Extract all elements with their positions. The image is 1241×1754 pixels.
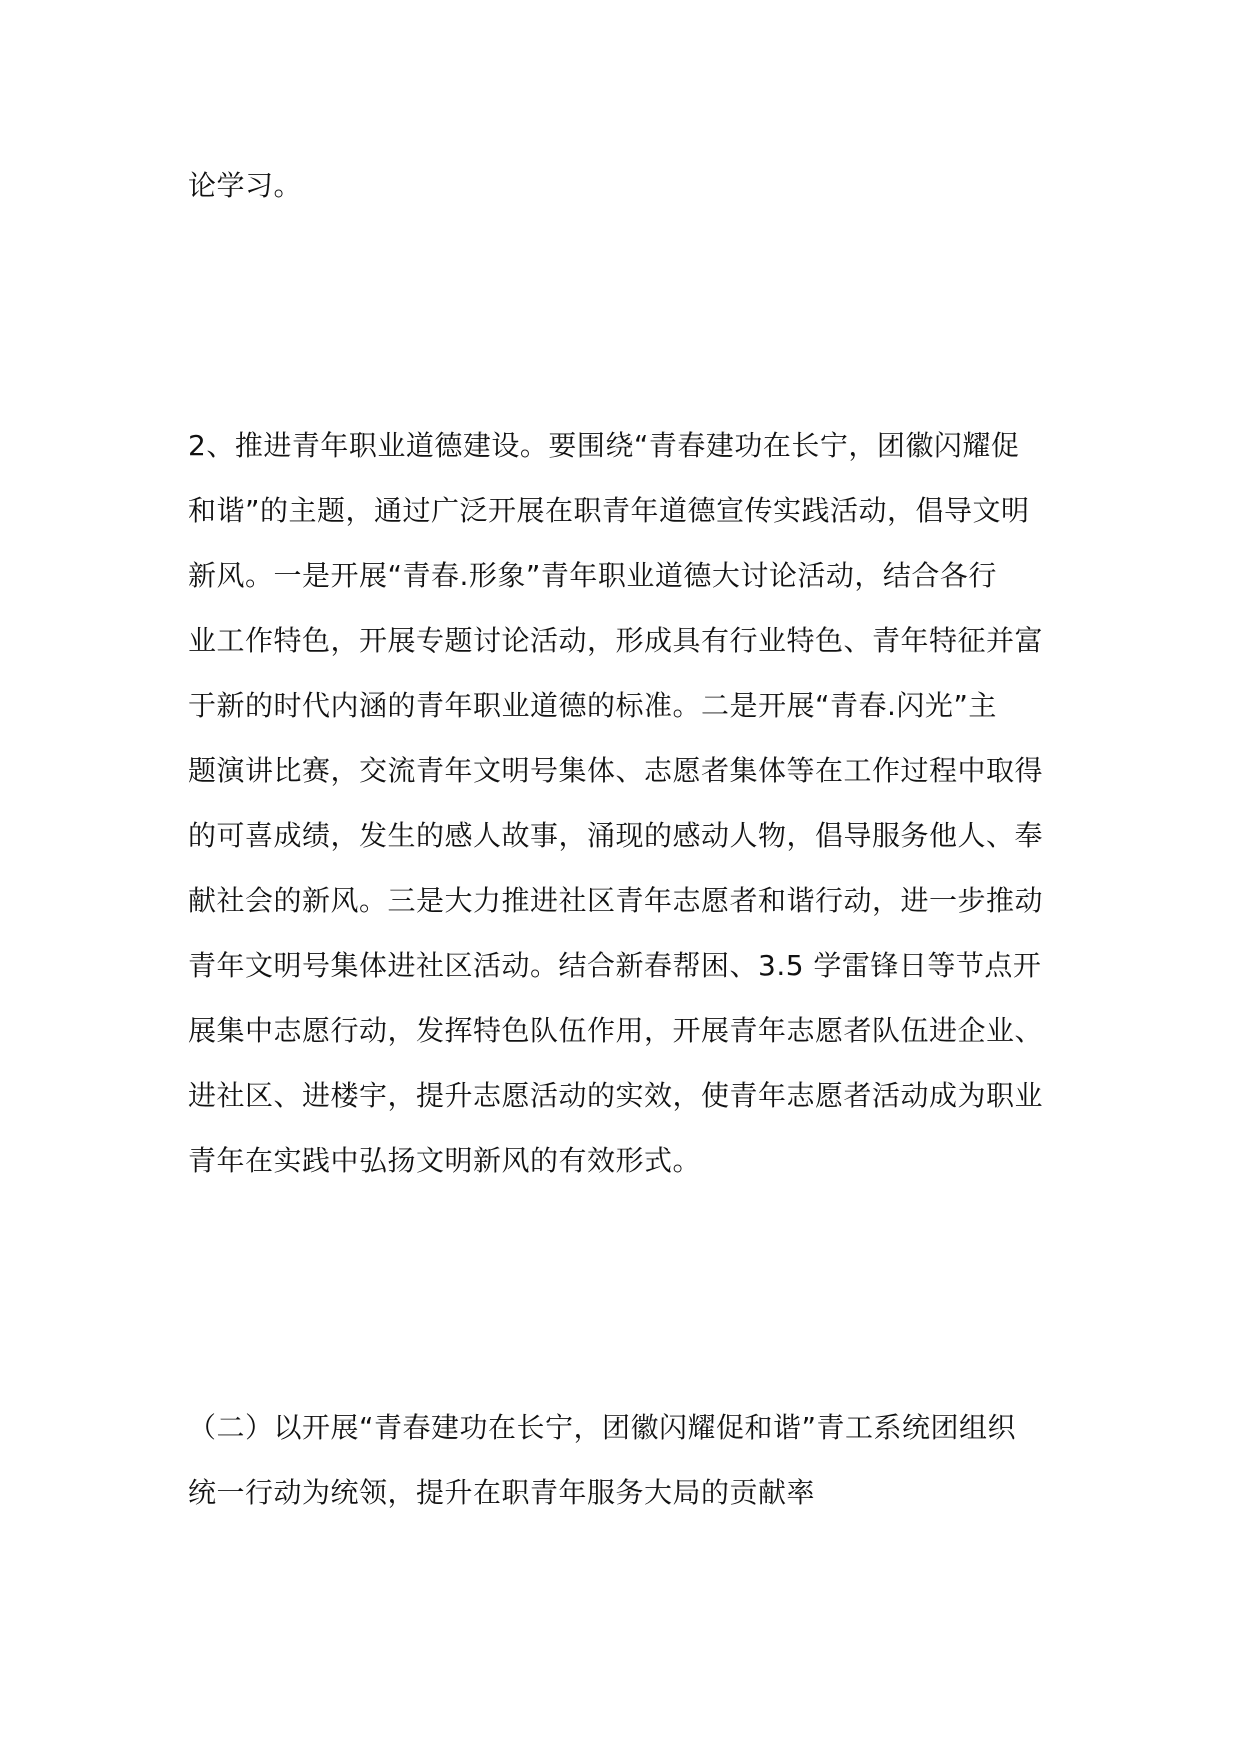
text-line: 献社会的新风。三是大力推进社区青年志愿者和谐行动，进一步推动 [188, 884, 1044, 917]
text-line: 进社区、进楼宇，提升志愿活动的实效，使青年志愿者活动成为职业 [188, 1079, 1044, 1112]
text-line: 和谐”的主题，通过广泛开展在职青年道德宣传实践活动，倡导文明 [188, 494, 1030, 527]
section-heading-2 [188, 1395, 1068, 1525]
text-line: 青年文明号集体进社区活动。结合新春帮困、3.5 学雷锋日等节点开 [188, 949, 1042, 982]
paragraph-professional-ethics [188, 413, 1068, 1193]
paragraph-continuation [188, 153, 1068, 218]
text-line: 展集中志愿行动，发挥特色队伍作用，开展青年志愿者队伍进企业、 [188, 1014, 1044, 1047]
text-line: 新风。一是开展“青春.形象”青年职业道德大讨论活动，结合各行 [188, 559, 997, 592]
text-line: 统一行动为统领，提升在职青年服务大局的贡献率 [188, 1476, 816, 1509]
text-line: 的可喜成绩，发生的感人故事，涌现的感动人物，倡导服务他人、奉 [188, 819, 1044, 852]
text-line: 业工作特色，开展专题讨论活动，形成具有行业特色、青年特征并富 [188, 624, 1044, 657]
text-line: 2、推进青年职业道德建设。要围绕“青春建功在长宁，团徽闪耀促 [188, 429, 1020, 462]
text-line: 论学习。 [188, 169, 303, 202]
text-line: （二）以开展“青春建功在长宁，团徽闪耀促和谐”青工系统团组织 [188, 1411, 1017, 1444]
text-line: 于新的时代内涵的青年职业道德的标准。二是开展“青春.闪光”主 [188, 689, 997, 722]
text-line: 题演讲比赛，交流青年文明号集体、志愿者集体等在工作过程中取得 [188, 754, 1044, 787]
text-line: 青年在实践中弘扬文明新风的有效形式。 [188, 1144, 702, 1177]
